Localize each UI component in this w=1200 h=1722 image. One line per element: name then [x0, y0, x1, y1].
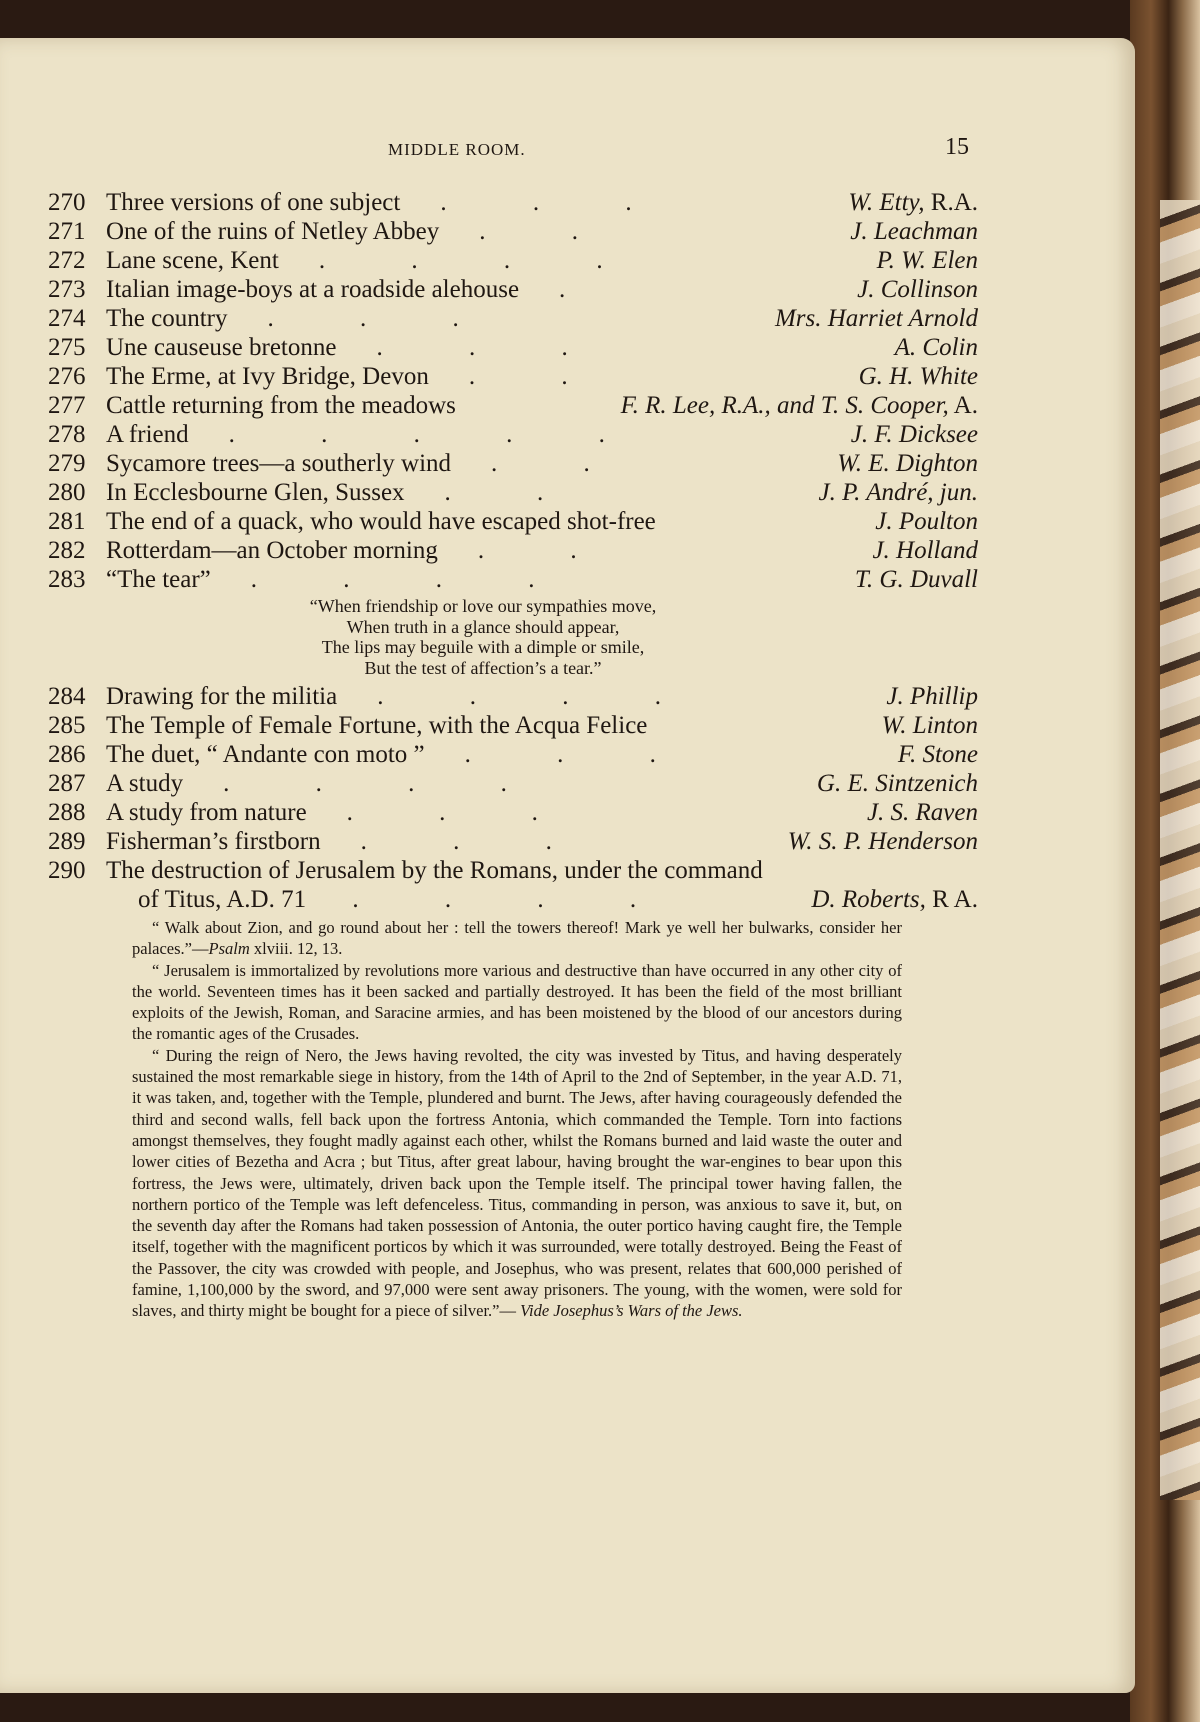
note-paragraph — [132, 1045, 902, 1322]
entry-number: 290 — [48, 857, 86, 884]
entry-title — [106, 769, 547, 798]
entry-title — [106, 711, 687, 740]
artist-name — [819, 478, 979, 507]
entry-title — [106, 478, 583, 507]
artist-name — [851, 420, 978, 449]
page-number: 15 — [945, 134, 969, 160]
entry-title-text: The country — [106, 305, 228, 332]
entry-title — [106, 565, 575, 594]
entry-title — [106, 827, 592, 856]
dot-leader: . . . — [360, 828, 592, 855]
dot-leader: . . . — [440, 189, 672, 216]
entry-title-text: The duet, “ Andante con moto ” — [106, 741, 425, 768]
catalogue-entry — [48, 536, 978, 565]
entry-number: 283 — [48, 566, 86, 593]
entry-title-text: Cattle returning from the meadows — [106, 392, 456, 419]
catalogue-entry — [48, 333, 978, 362]
artist-name — [898, 740, 978, 769]
artist-name — [875, 507, 978, 536]
catalogue-entry — [48, 362, 978, 391]
explanatory-note — [132, 917, 902, 1322]
entry-title-text: The end of a quack, who would have escaped shot-free — [106, 508, 656, 535]
entry-number: 275 — [48, 334, 86, 361]
catalogue-entry — [48, 449, 978, 478]
artist-name-text: J. Holland — [872, 537, 978, 564]
entry-number: 270 — [48, 189, 86, 216]
catalogue-entry — [48, 420, 978, 449]
entry-title — [106, 246, 643, 275]
artist-name — [855, 565, 978, 594]
artist-name-text: W. S. P. Henderson — [787, 828, 978, 855]
entry-title-text: One of the ruins of Netley Abbey — [106, 218, 440, 245]
catalogue-entry-continuation — [48, 885, 978, 914]
artist-name-text: J. Phillip — [886, 683, 978, 710]
entry-title — [106, 333, 608, 362]
entry-list-2 — [48, 682, 978, 856]
dot-leader: . . — [479, 218, 619, 245]
entry-list-1 — [48, 188, 978, 594]
verse-line: When truth in a glance should appear, — [346, 616, 620, 637]
entry-title-text: The Temple of Female Fortune, with the Acqua Felice — [106, 712, 648, 739]
artist-name-text: W. E. Dighton — [837, 450, 978, 477]
catalogue-entry — [48, 391, 978, 420]
dot-leader: . . . . — [318, 247, 643, 274]
page-header — [0, 134, 1135, 170]
entry-number: 277 — [48, 392, 86, 419]
artist-name-text: F. Stone — [897, 741, 978, 768]
artist-name — [882, 711, 978, 740]
catalogue-entry — [48, 188, 978, 217]
entry-title-text: Drawing for the militia — [106, 683, 338, 710]
entry-number: 274 — [48, 305, 86, 332]
catalogue-entry — [48, 275, 978, 304]
entry-title-text: “The tear” — [106, 566, 211, 593]
dot-leader: . . . . — [377, 683, 701, 710]
dot-leader: . . . . . — [228, 421, 645, 448]
artist-name-text: J. Poulton — [875, 508, 978, 535]
catalogue-entry — [48, 682, 978, 711]
entry-title-text: Lane scene, Kent — [106, 247, 279, 274]
artist-name — [788, 827, 978, 856]
note-paragraph — [132, 917, 902, 960]
entry-number: 278 — [48, 421, 86, 448]
artist-name-text: Mrs. Harriet Arnold — [774, 305, 978, 332]
entry-number: 273 — [48, 276, 86, 303]
entry-title — [106, 536, 617, 565]
catalogue-entry — [48, 217, 978, 246]
dot-leader: . . — [468, 363, 608, 390]
artist-name-text: G. H. White — [858, 363, 978, 390]
artist-name-text: J. F. Dicksee — [850, 421, 978, 448]
entry-title — [106, 391, 496, 420]
entry-title-text: A study from nature — [106, 799, 307, 826]
artist-name — [857, 275, 978, 304]
verse-line: “When friendship or love our sympathies move, — [309, 596, 657, 616]
catalogue-entry — [48, 827, 978, 856]
dot-leader: . . . — [346, 799, 578, 826]
artist-name-text: P. W. Elen — [876, 247, 978, 274]
entry-number: 280 — [48, 479, 86, 506]
dot-leader: . . . — [267, 305, 499, 332]
note-source: Vide Josephus’s Wars of the Jews. — [520, 1301, 743, 1321]
entry-title — [106, 275, 605, 304]
entry-title-text: Three versions of one subject — [106, 189, 401, 216]
dot-leader: . . . . — [223, 770, 547, 797]
artist-name — [877, 246, 978, 275]
artist-name — [867, 798, 978, 827]
entry-title-continued — [138, 885, 676, 914]
artist-name-text: A. Colin — [894, 334, 978, 361]
entry-title — [106, 362, 608, 391]
running-head: MIDDLE ROOM. — [388, 140, 526, 159]
artist-name — [895, 333, 978, 362]
entry-title-text: A study — [106, 770, 184, 797]
catalogue-entry — [48, 740, 978, 769]
dot-leader: . . . . — [352, 886, 677, 913]
artist-suffix: A. — [948, 392, 978, 419]
dot-leader: . — [559, 276, 606, 303]
entry-title — [106, 420, 645, 449]
entry-title — [106, 682, 701, 711]
note-source: Psalm — [208, 939, 250, 959]
entry-title-text: Rotterdam—an October morning — [106, 537, 438, 564]
entry-title — [106, 449, 630, 478]
entry-number: 289 — [48, 828, 86, 855]
dot-leader: . . . — [376, 334, 608, 361]
dot-leader: . . . . — [250, 566, 575, 593]
artist-suffix: R A. — [925, 886, 978, 913]
entry-title — [106, 188, 672, 217]
artist-name — [848, 188, 978, 217]
artist-name — [775, 304, 978, 333]
entry-title — [106, 304, 499, 333]
catalogue-entry — [48, 769, 978, 798]
entry-number: 279 — [48, 450, 86, 477]
dot-leader: . . . — [464, 741, 696, 768]
entry-number: 288 — [48, 799, 86, 826]
artist-name-text: T. G. Duvall — [854, 566, 978, 593]
note-paragraph: “ Jerusalem is immortalized by revolutions more various and destructive than have occurred in any other city of the world. Seventeen times has it been sacked and partially destroyed. It has been the field of the most brilliant exploits of the Jewish, Roman, and Saracine armies, and has been moistened by the blood of our ancestors during the romantic ages of the Crusades. — [132, 960, 902, 1044]
dot-leader: . . — [444, 479, 584, 506]
entry-number: 276 — [48, 363, 86, 390]
entry-number: 286 — [48, 741, 86, 768]
artist-name-text: J. Collinson — [857, 276, 978, 303]
artist-name — [811, 885, 978, 914]
verse-line: But the test of affection’s a tear.” — [364, 657, 602, 678]
entry-number: 281 — [48, 508, 86, 535]
artist-suffix: R.A. — [924, 189, 978, 216]
marbled-endpaper — [1160, 200, 1200, 1500]
artist-name — [817, 769, 978, 798]
catalogue-entry — [48, 304, 978, 333]
entry-title-text: Italian image-boys at a roadside alehouse — [106, 276, 520, 303]
entry-title-text: In Ecclesbourne Glen, Sussex — [106, 479, 405, 506]
artist-name — [850, 217, 978, 246]
entry-title — [106, 740, 696, 769]
artist-name — [621, 391, 978, 420]
artist-name — [886, 682, 978, 711]
entry-title-text: A friend — [106, 421, 189, 448]
verse-quotation — [143, 594, 823, 682]
entry-title — [106, 798, 578, 827]
catalogue-entries — [48, 188, 978, 1322]
entry-title — [106, 507, 696, 536]
catalogue-entry — [48, 565, 978, 594]
catalogue-entry — [48, 711, 978, 740]
catalogue-entry — [48, 856, 978, 885]
book-page — [0, 38, 1135, 1693]
entry-number: 271 — [48, 218, 86, 245]
dot-leader: . . — [491, 450, 630, 477]
catalogue-entry — [48, 507, 978, 536]
entry-title-line2: of Titus, A.D. 71 — [138, 886, 307, 913]
note-reference: xlviii. 12, 13. — [249, 939, 343, 959]
artist-name — [859, 362, 978, 391]
entry-number: 284 — [48, 683, 86, 710]
entry-title: The destruction of Jerusalem by the Romans, under the command — [106, 857, 763, 884]
catalogue-entry — [48, 478, 978, 507]
artist-name-text: D. Roberts, — [811, 886, 926, 913]
artist-name-text: J. P. André, jun. — [818, 479, 978, 506]
catalogue-entry — [48, 246, 978, 275]
dot-leader: . . — [477, 537, 617, 564]
entry-title-text: Sycamore trees—a southerly wind — [106, 450, 452, 477]
entry-number: 287 — [48, 770, 86, 797]
entry-number: 282 — [48, 537, 86, 564]
artist-name-text: W. Linton — [881, 712, 978, 739]
artist-name — [872, 536, 978, 565]
artist-name-text: W. Etty, — [848, 189, 925, 216]
artist-name-text: F. R. Lee, R.A., and T. S. Cooper, — [620, 392, 949, 419]
artist-name — [837, 449, 978, 478]
entry-number: 272 — [48, 247, 86, 274]
catalogue-entry — [48, 798, 978, 827]
note-text: “ Walk about Zion, and go round about her : tell the towers thereof! Mark ye well her bulwarks, consider her palaces.”— — [132, 918, 902, 959]
entry-title-text: Fisherman’s firstborn — [106, 828, 321, 855]
entry-title — [106, 217, 618, 246]
entry-title-text: The Erme, at Ivy Bridge, Devon — [106, 363, 429, 390]
entry-number: 285 — [48, 712, 86, 739]
verse-line: The lips may beguile with a dimple or smile, — [321, 637, 645, 657]
artist-name-text: J. Leachman — [850, 218, 978, 245]
note-text: “ During the reign of Nero, the Jews having revolted, the city was invested by Titus, and having desperately sustained the most remarkable siege in history, from the 14th of April to the 2nd of September, in the year A.D. 71, it was taken, and, together with the Temple, plundered and burnt. The Jews, after having courageously defended the third and second walls, fell back upon the fortress Antonia, which commanded the Temple. Torn into factions amongst themselves, they fought madly against each other, whilst the Romans burned and laid waste the outer and lower cities of Bezetha and Acra ; but Titus, after great labour, having brought the war-engines to bear upon this fortress, the Jews were, ultimately, driven back upon the Temple itself. The principal tower having fallen, the northern portico of the Temple was left defenceless. Titus, commanding in person, was anxious to save it, but, on the seventh day after the Romans had taken possession of Antonia, the outer portico having caught fire, the Temple itself, together with the magnificent porticos by which it was surrounded, were totally destroyed. Being the Feast of the Passover, the city was crowded with people, and Josephus, who was present, relates that 600,000 perished of famine, 1,100,000 by the sword, and 97,000 were sent away prisoners. The young, with the women, were sold for slaves, and thirty might be bought for a piece of silver.”— — [132, 1045, 902, 1321]
artist-name-text: J. S. Raven — [866, 799, 978, 826]
entry-title-text: Une causeuse bretonne — [106, 334, 337, 361]
artist-name-text: G. E. Sintzenich — [816, 770, 978, 797]
